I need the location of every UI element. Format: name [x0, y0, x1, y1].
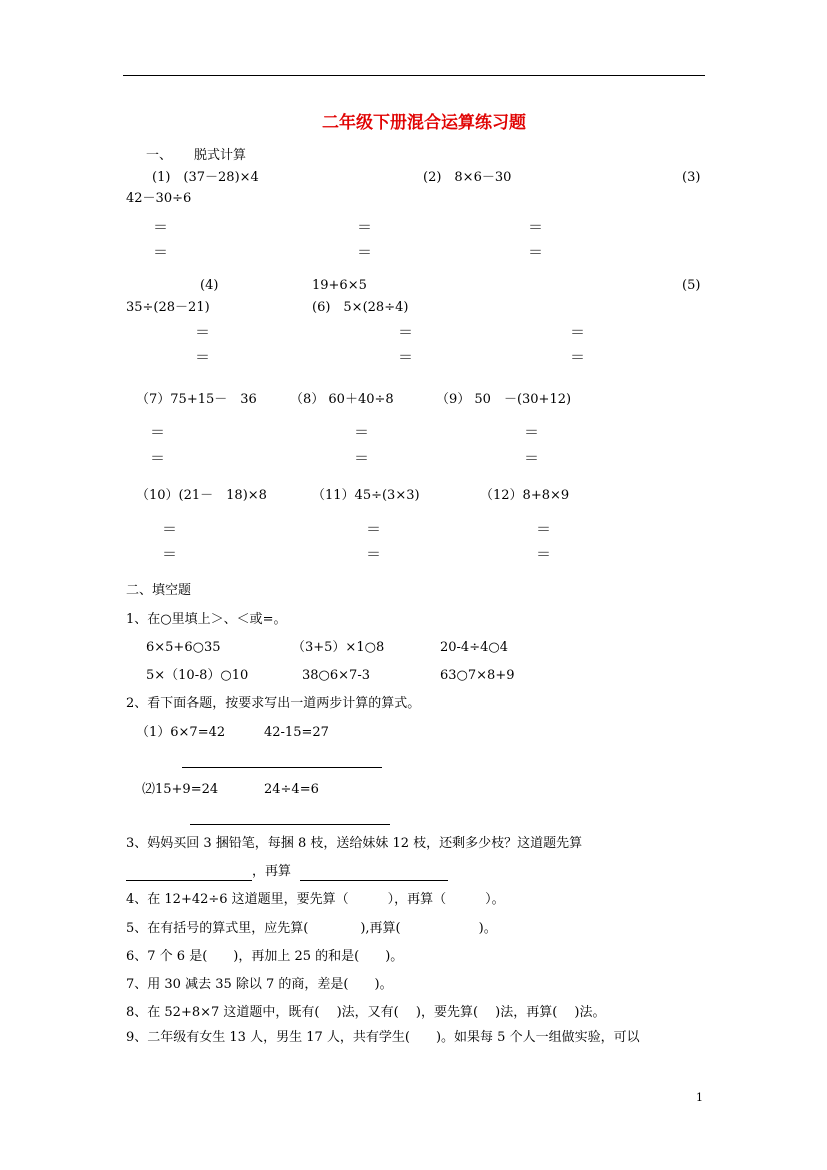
- equals-sign: ＝: [357, 218, 373, 236]
- problem-8: （8） 60＋40÷8: [290, 392, 394, 407]
- equals-sign: ＝: [398, 323, 414, 341]
- answer-line: [190, 824, 390, 825]
- problem-2: (2) 8×6－30: [423, 170, 512, 185]
- equals-sign: ＝: [570, 348, 586, 366]
- equals-sign: ＝: [153, 243, 169, 261]
- problem-5-expression: 35÷(28－21): [126, 300, 210, 315]
- question-6: 6、7 个 6 是( )，再加上 25 的和是( )。: [126, 949, 404, 964]
- problem-11: （11）45÷(3×3): [312, 488, 420, 503]
- page-number: 1: [696, 1091, 703, 1104]
- compare-item: 20-4÷4○4: [440, 640, 508, 655]
- equals-sign: ＝: [150, 449, 166, 467]
- problem-4-label: (4): [200, 278, 219, 293]
- equals-sign: ＝: [536, 545, 552, 563]
- answer-line: [300, 880, 448, 881]
- equals-sign: ＝: [524, 449, 540, 467]
- equals-sign: ＝: [150, 423, 166, 441]
- compare-item: 6×5+6○35: [146, 640, 221, 655]
- section1-heading: 脱式计算: [194, 148, 247, 163]
- answer-line: [182, 767, 382, 768]
- section2-heading: 二、填空题: [126, 583, 192, 598]
- question-3: 3、妈妈买回 3 捆铅笔，每捆 8 枝，送给妹妹 12 枝，还剩多少枝？这道题先算: [126, 836, 583, 851]
- problem-10: （10）(21－ 18)×8: [136, 488, 267, 503]
- answer-line: [126, 880, 252, 881]
- question-1: 1、在○里填上＞、＜或=。: [126, 612, 287, 627]
- equals-sign: ＝: [528, 218, 544, 236]
- question-8: 8、在 52+8×7 这道题中，既有( )法，又有( )，要先算( )法，再算( )法。: [126, 1005, 606, 1020]
- equals-sign: ＝: [162, 520, 178, 538]
- problem-9: （9） 50 －(30+12): [436, 392, 572, 407]
- question-2: 2、看下面各题，按要求写出一道两步计算的算式。: [126, 696, 421, 711]
- question-2-2-step1: ⑵15+9=24: [142, 782, 219, 797]
- question-9: 9、二年级有女生 13 人，男生 17 人，共有学生( )。如果每 5 个人一组做实验，可以: [126, 1030, 640, 1045]
- section1-number: 一、: [146, 148, 173, 163]
- equals-sign: ＝: [195, 323, 211, 341]
- equals-sign: ＝: [528, 243, 544, 261]
- equals-sign: ＝: [162, 545, 178, 563]
- equals-sign: ＝: [570, 323, 586, 341]
- compare-item: （3+5）×1○8: [292, 640, 385, 655]
- equals-sign: ＝: [366, 520, 382, 538]
- question-2-1-step2: 42-15=27: [264, 725, 329, 740]
- header-rule: [123, 75, 705, 76]
- compare-item: 38○6×7-3: [302, 668, 370, 683]
- problem-3-label: (3): [682, 170, 701, 185]
- equals-sign: ＝: [354, 449, 370, 467]
- equals-sign: ＝: [366, 545, 382, 563]
- problem-3-expression: 42－30÷6: [126, 191, 192, 206]
- equals-sign: ＝: [153, 218, 169, 236]
- question-3-continued: ，再算: [252, 864, 292, 879]
- compare-item: 63○7×8+9: [440, 668, 515, 683]
- page-title: 二年级下册混合运算练习题: [322, 113, 526, 133]
- problem-7: （7）75+15－ 36: [136, 392, 257, 407]
- problem-5-label: (5): [682, 278, 701, 293]
- question-7: 7、用 30 减去 35 除以 7 的商，差是( )。: [126, 977, 393, 992]
- equals-sign: ＝: [195, 348, 211, 366]
- question-2-2-step2: 24÷4=6: [264, 782, 319, 797]
- question-2-1-step1: （1）6×7=42: [136, 725, 226, 740]
- equals-sign: ＝: [354, 423, 370, 441]
- equals-sign: ＝: [524, 423, 540, 441]
- question-5: 5、在有括号的算式里，应先算( ),再算( )。: [126, 921, 497, 936]
- problem-12: （12）8+8×9: [480, 488, 570, 503]
- equals-sign: ＝: [357, 243, 373, 261]
- problem-1: (1) (37－28)×4: [152, 170, 259, 185]
- problem-4-expression: 19+6×5: [312, 278, 367, 293]
- question-4: 4、在 12+42÷6 这道题里，要先算（ ），再算（ ）。: [126, 892, 505, 907]
- equals-sign: ＝: [398, 348, 414, 366]
- compare-item: 5×（10-8）○10: [146, 668, 249, 683]
- problem-6: (6) 5×(28÷4): [312, 300, 409, 315]
- equals-sign: ＝: [536, 520, 552, 538]
